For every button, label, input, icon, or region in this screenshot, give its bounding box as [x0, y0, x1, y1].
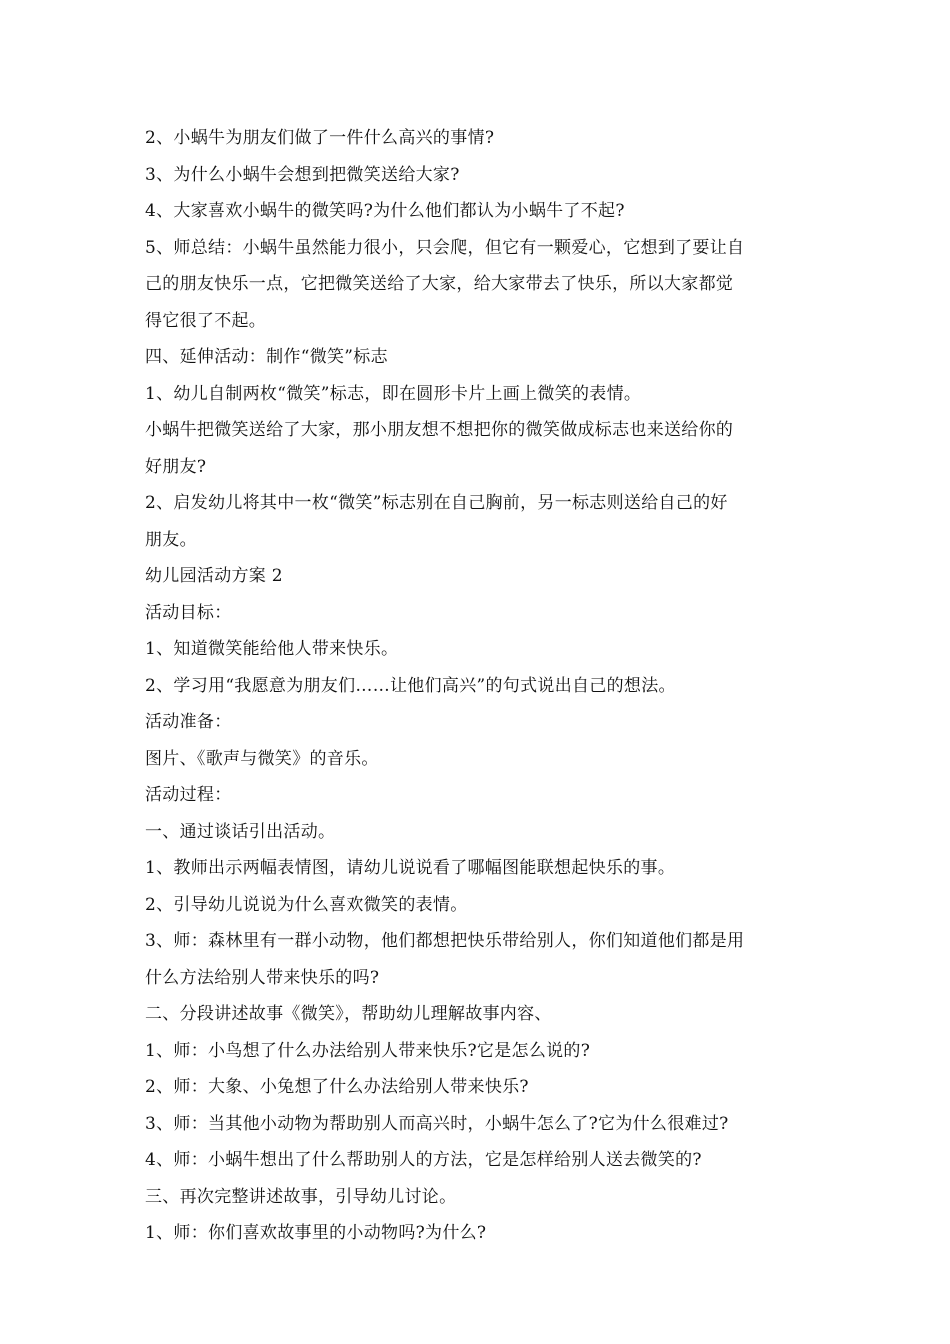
text-line: 2、学习用“我愿意为朋友们……让他们高兴”的句式说出自己的想法。	[145, 675, 676, 696]
text-line: 朋友。	[145, 529, 197, 550]
text-line: 好朋友?	[145, 456, 207, 477]
section-heading: 活动过程：	[145, 785, 232, 805]
section-heading: 二、分段讲述故事《微笑》，帮助幼儿理解故事内容、	[145, 1004, 552, 1024]
text-line: 3、师：当其他小动物为帮助别人而高兴时，小蜗牛怎么了?它为什么很难过?	[145, 1113, 729, 1134]
text-line: 1、师：小鸟想了什么办法给别人带来快乐?它是怎么说的?	[145, 1040, 591, 1061]
text-line: 5、师总结：小蜗牛虽然能力很小，只会爬，但它有一颗爱心，它想到了要让自	[145, 237, 745, 258]
document-body	[145, 120, 807, 1252]
text-line: 1、幼儿自制两枚“微笑”标志，即在圆形卡片上画上微笑的表情。	[145, 383, 642, 404]
text-line: 2、师：大象、小兔想了什么办法给别人带来快乐?	[145, 1077, 529, 1097]
text-line: 2、引导幼儿说说为什么喜欢微笑的表情。	[145, 894, 468, 915]
text-line: 己的朋友快乐一点，它把微笑送给了大家，给大家带去了快乐，所以大家都觉	[145, 274, 734, 294]
text-line: 小蜗牛把微笑送给了大家，那小朋友想不想把你的微笑做成标志也来送给你的	[145, 420, 734, 440]
text-line: 图片、《歌声与微笑》的音乐。	[145, 748, 379, 769]
text-line: 4、师：小蜗牛想出了什么帮助别人的方法，它是怎样给别人送去微笑的?	[145, 1150, 702, 1170]
text-line: 3、师：森林里有一群小动物，他们都想把快乐带给别人，你们知道他们都是用	[145, 931, 745, 951]
text-line: 1、师：你们喜欢故事里的小动物吗?为什么?	[145, 1223, 487, 1243]
text-line: 1、知道微笑能给他人带来快乐。	[145, 639, 399, 659]
text-line: 4、大家喜欢小蜗牛的微笑吗?为什么他们都认为小蜗牛了不起?	[145, 201, 625, 221]
section-heading: 三、再次完整讲述故事，引导幼儿讨论。	[145, 1186, 457, 1207]
section-heading: 一、通过谈话引出活动。	[145, 821, 336, 842]
section-heading: 活动准备：	[145, 712, 232, 732]
text-line: 2、小蜗牛为朋友们做了一件什么高兴的事情?	[145, 128, 495, 148]
text-line: 1、教师出示两幅表情图，请幼儿说说看了哪幅图能联想起快乐的事。	[145, 858, 676, 878]
text-line: 得它很了不起。	[145, 310, 267, 331]
text-line: 3、为什么小蜗牛会想到把微笑送给大家?	[145, 164, 460, 185]
text-line: 2、启发幼儿将其中一枚“微笑”标志别在自己胸前，另一标志则送给自己的好	[145, 493, 728, 513]
section-heading: 活动目标：	[145, 602, 232, 623]
document-subtitle: 幼儿园活动方案 2	[145, 566, 283, 586]
section-heading: 四、延伸活动：制作“微笑”标志	[145, 347, 388, 367]
text-line: 什么方法给别人带来快乐的吗?	[145, 967, 380, 988]
